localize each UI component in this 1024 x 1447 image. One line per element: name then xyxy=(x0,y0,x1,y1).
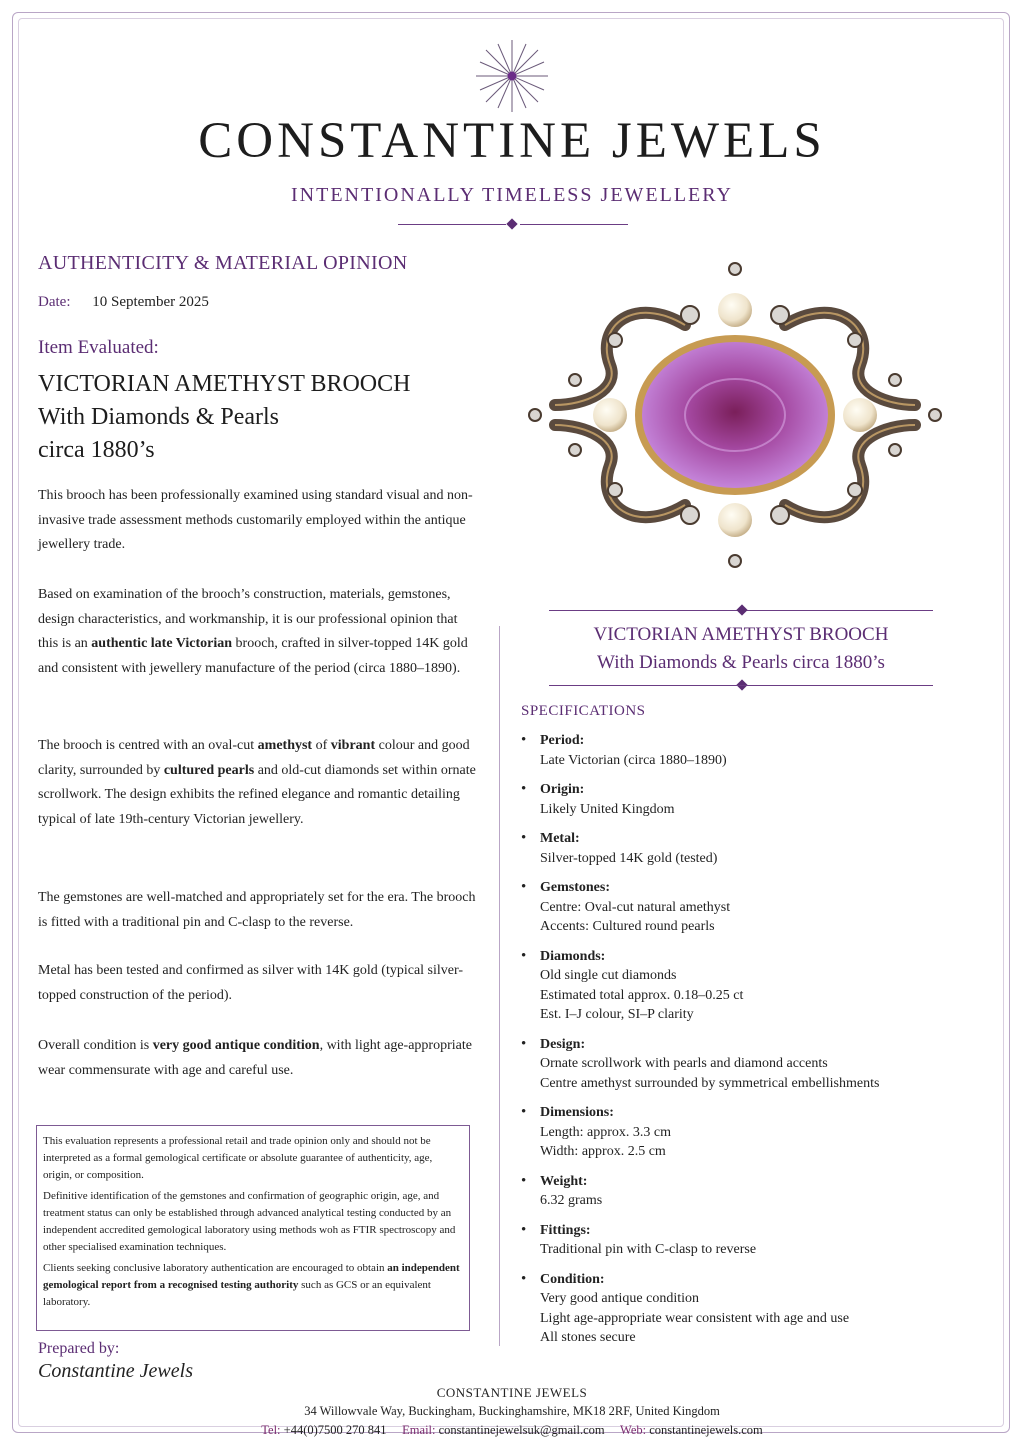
spec-value: Light age-appropriate wear consistent with age and use xyxy=(540,1310,850,1326)
spec-label: • Dimensions: xyxy=(540,1105,614,1120)
email-link[interactable]: constantinejewelsuk@gmail.com xyxy=(438,1423,605,1437)
spec-value: All stones secure xyxy=(540,1330,636,1345)
spec-value: Ornate scrollwork with pearls and diamond accents xyxy=(540,1056,828,1071)
spec-label: • Weight: xyxy=(540,1173,588,1189)
brand-tagline: INTENTIONALLY TIMELESS JEWELLERY xyxy=(291,184,733,206)
tagline-rule-left xyxy=(398,224,506,225)
spec-item xyxy=(521,947,991,1025)
tel-label: Tel: xyxy=(261,1423,281,1437)
footer-address: 34 Willowvale Way, Buckingham, Buckinghamshire, MK18 2RF, United Kingdom xyxy=(304,1404,720,1418)
tagline-rule-right xyxy=(520,224,628,225)
spec-value: Estimated total approx. 0.18–0.25 ct xyxy=(540,987,744,1003)
spec-item xyxy=(521,1103,991,1162)
date-row xyxy=(38,294,209,311)
body-paragraph: The gemstones are well-matched and appropriately set for the era. The brooch is fitted with a traditional pin and C-clasp to the reverse. xyxy=(38,890,476,930)
item-title-line: VICTORIAN AMETHYST BROOCH xyxy=(38,371,411,397)
spec-value: Likely United Kingdom xyxy=(540,801,675,817)
footer-company-name: CONSTANTINE JEWELS xyxy=(436,1385,588,1400)
body-paragraph: This brooch has been professionally examined using standard visual and non-invasive trade assessment methods customarily employed within the antique jewellery trade. xyxy=(38,488,473,552)
right-title-line2: With Diamonds & Pearls circa 1880’s xyxy=(597,652,885,673)
spec-value: Silver-topped 14K gold (tested) xyxy=(540,850,718,866)
spec-value: Very good antique condition xyxy=(540,1291,700,1306)
spec-value: Length: approx. 3.3 cm xyxy=(540,1124,672,1140)
section-title: AUTHENTICITY & MATERIAL OPINION xyxy=(38,252,408,274)
spec-value: Centre: Oval-cut natural amethyst xyxy=(540,899,731,915)
body-paragraph: Overall condition is very good antique condition, with light age-appropriate wear commensurate with age and careful use. xyxy=(38,1038,472,1078)
spec-value: Late Victorian (circa 1880–1890) xyxy=(540,752,727,768)
prepared-by-label: Prepared by: xyxy=(38,1340,120,1357)
tel-value[interactable]: +44(0)7500 270 841 xyxy=(283,1423,387,1437)
item-title xyxy=(38,368,410,467)
spec-value: 6.32 grams xyxy=(540,1193,603,1208)
spec-value: Traditional pin with C-clasp to reverse xyxy=(540,1242,757,1257)
specifications-list xyxy=(521,731,991,1358)
web-link[interactable]: constantinejewels.com xyxy=(649,1423,763,1437)
spec-item xyxy=(521,829,991,868)
date-label: Date: xyxy=(38,294,71,310)
star-logo-icon xyxy=(472,36,552,116)
spec-label: • Period: xyxy=(540,733,585,748)
email-label: Email: xyxy=(402,1423,436,1437)
spec-item xyxy=(521,1035,991,1094)
disclaimer-text: Clients seeking conclusive laboratory authentication are encouraged to obtain an independent gemological report from a recognised testing authority such as GCS or an equivalent laboratory. xyxy=(43,1262,460,1308)
item-evaluated-label: Item Evaluated: xyxy=(38,337,159,358)
spec-item xyxy=(521,1172,991,1211)
spec-value: Accents: Cultured round pearls xyxy=(540,919,715,934)
spec-item xyxy=(521,731,991,770)
right-title-rule-bottom xyxy=(549,685,933,686)
spec-value: Est. I–J colour, SI–P clarity xyxy=(540,1007,694,1022)
brand-name: CONSTANTINE JEWELS xyxy=(198,113,826,169)
spec-value: Centre amethyst surrounded by symmetrical embellishments xyxy=(540,1075,880,1091)
right-title-line1: VICTORIAN AMETHYST BROOCH xyxy=(593,624,889,645)
item-title-line: With Diamonds & Pearls xyxy=(38,404,280,430)
brooch-photo xyxy=(515,255,955,575)
item-title-line: circa 1880’s xyxy=(38,437,155,463)
spec-label: • Condition: xyxy=(540,1271,605,1287)
footer-contact xyxy=(0,1423,1024,1438)
spec-label: • Metal: xyxy=(540,831,580,846)
body-paragraph: Metal has been tested and confirmed as silver with 14K gold (typical silver-topped construction of the period). xyxy=(38,963,464,1003)
body-paragraph: The brooch is centred with an oval-cut amethyst of vibrant colour and good clarity, surrounded by cultured pearls and old-cut diamonds set within ornate scrollwork. The design exhibits the refined elegance and romantic detailing typical of late 19th-century Victorian jewellery. xyxy=(38,738,476,827)
spec-label: • Gemstones: xyxy=(540,880,610,895)
disclaimer-box xyxy=(36,1125,470,1331)
spec-item xyxy=(521,1221,991,1260)
prepared-by-name: Constantine Jewels xyxy=(38,1360,193,1382)
spec-label: • Diamonds: xyxy=(540,948,606,964)
specifications-heading: SPECIFICATIONS xyxy=(521,703,646,719)
spec-value: Width: approx. 2.5 cm xyxy=(540,1144,666,1159)
spec-label: • Design: xyxy=(540,1036,586,1052)
spec-value: Old single cut diamonds xyxy=(540,968,677,983)
spec-item xyxy=(521,878,991,937)
web-label: Web: xyxy=(620,1423,647,1437)
spec-label: • Origin: xyxy=(540,782,585,797)
column-divider xyxy=(499,626,500,1346)
disclaimer-text: This evaluation represents a professional retail and trade opinion only and should not be interpreted as a formal gemological certificate or absolute guarantee of authenticity, age, origin, or composition. xyxy=(43,1135,433,1181)
body-paragraph: Based on examination of the brooch’s construction, materials, gemstones, design characteristics, and workmanship, it is our professional opinion that this is an authentic late Victorian brooch, crafted in silver-topped 14K gold and consistent with jewellery manufacture of the period (circa 1880–1890). xyxy=(38,587,468,676)
date-value: 10 September 2025 xyxy=(92,294,209,310)
spec-item xyxy=(521,780,991,819)
spec-label: • Fittings: xyxy=(540,1222,591,1238)
disclaimer-text: Definitive identification of the gemstones and confirmation of geographic origin, age, and treatment status can only be established through advanced analytical testing conducted by an independent accredited gemological laboratory using methods woh as FTIR spectroscopy and other specialised examination techniques. xyxy=(43,1190,456,1253)
spec-item xyxy=(521,1270,991,1348)
